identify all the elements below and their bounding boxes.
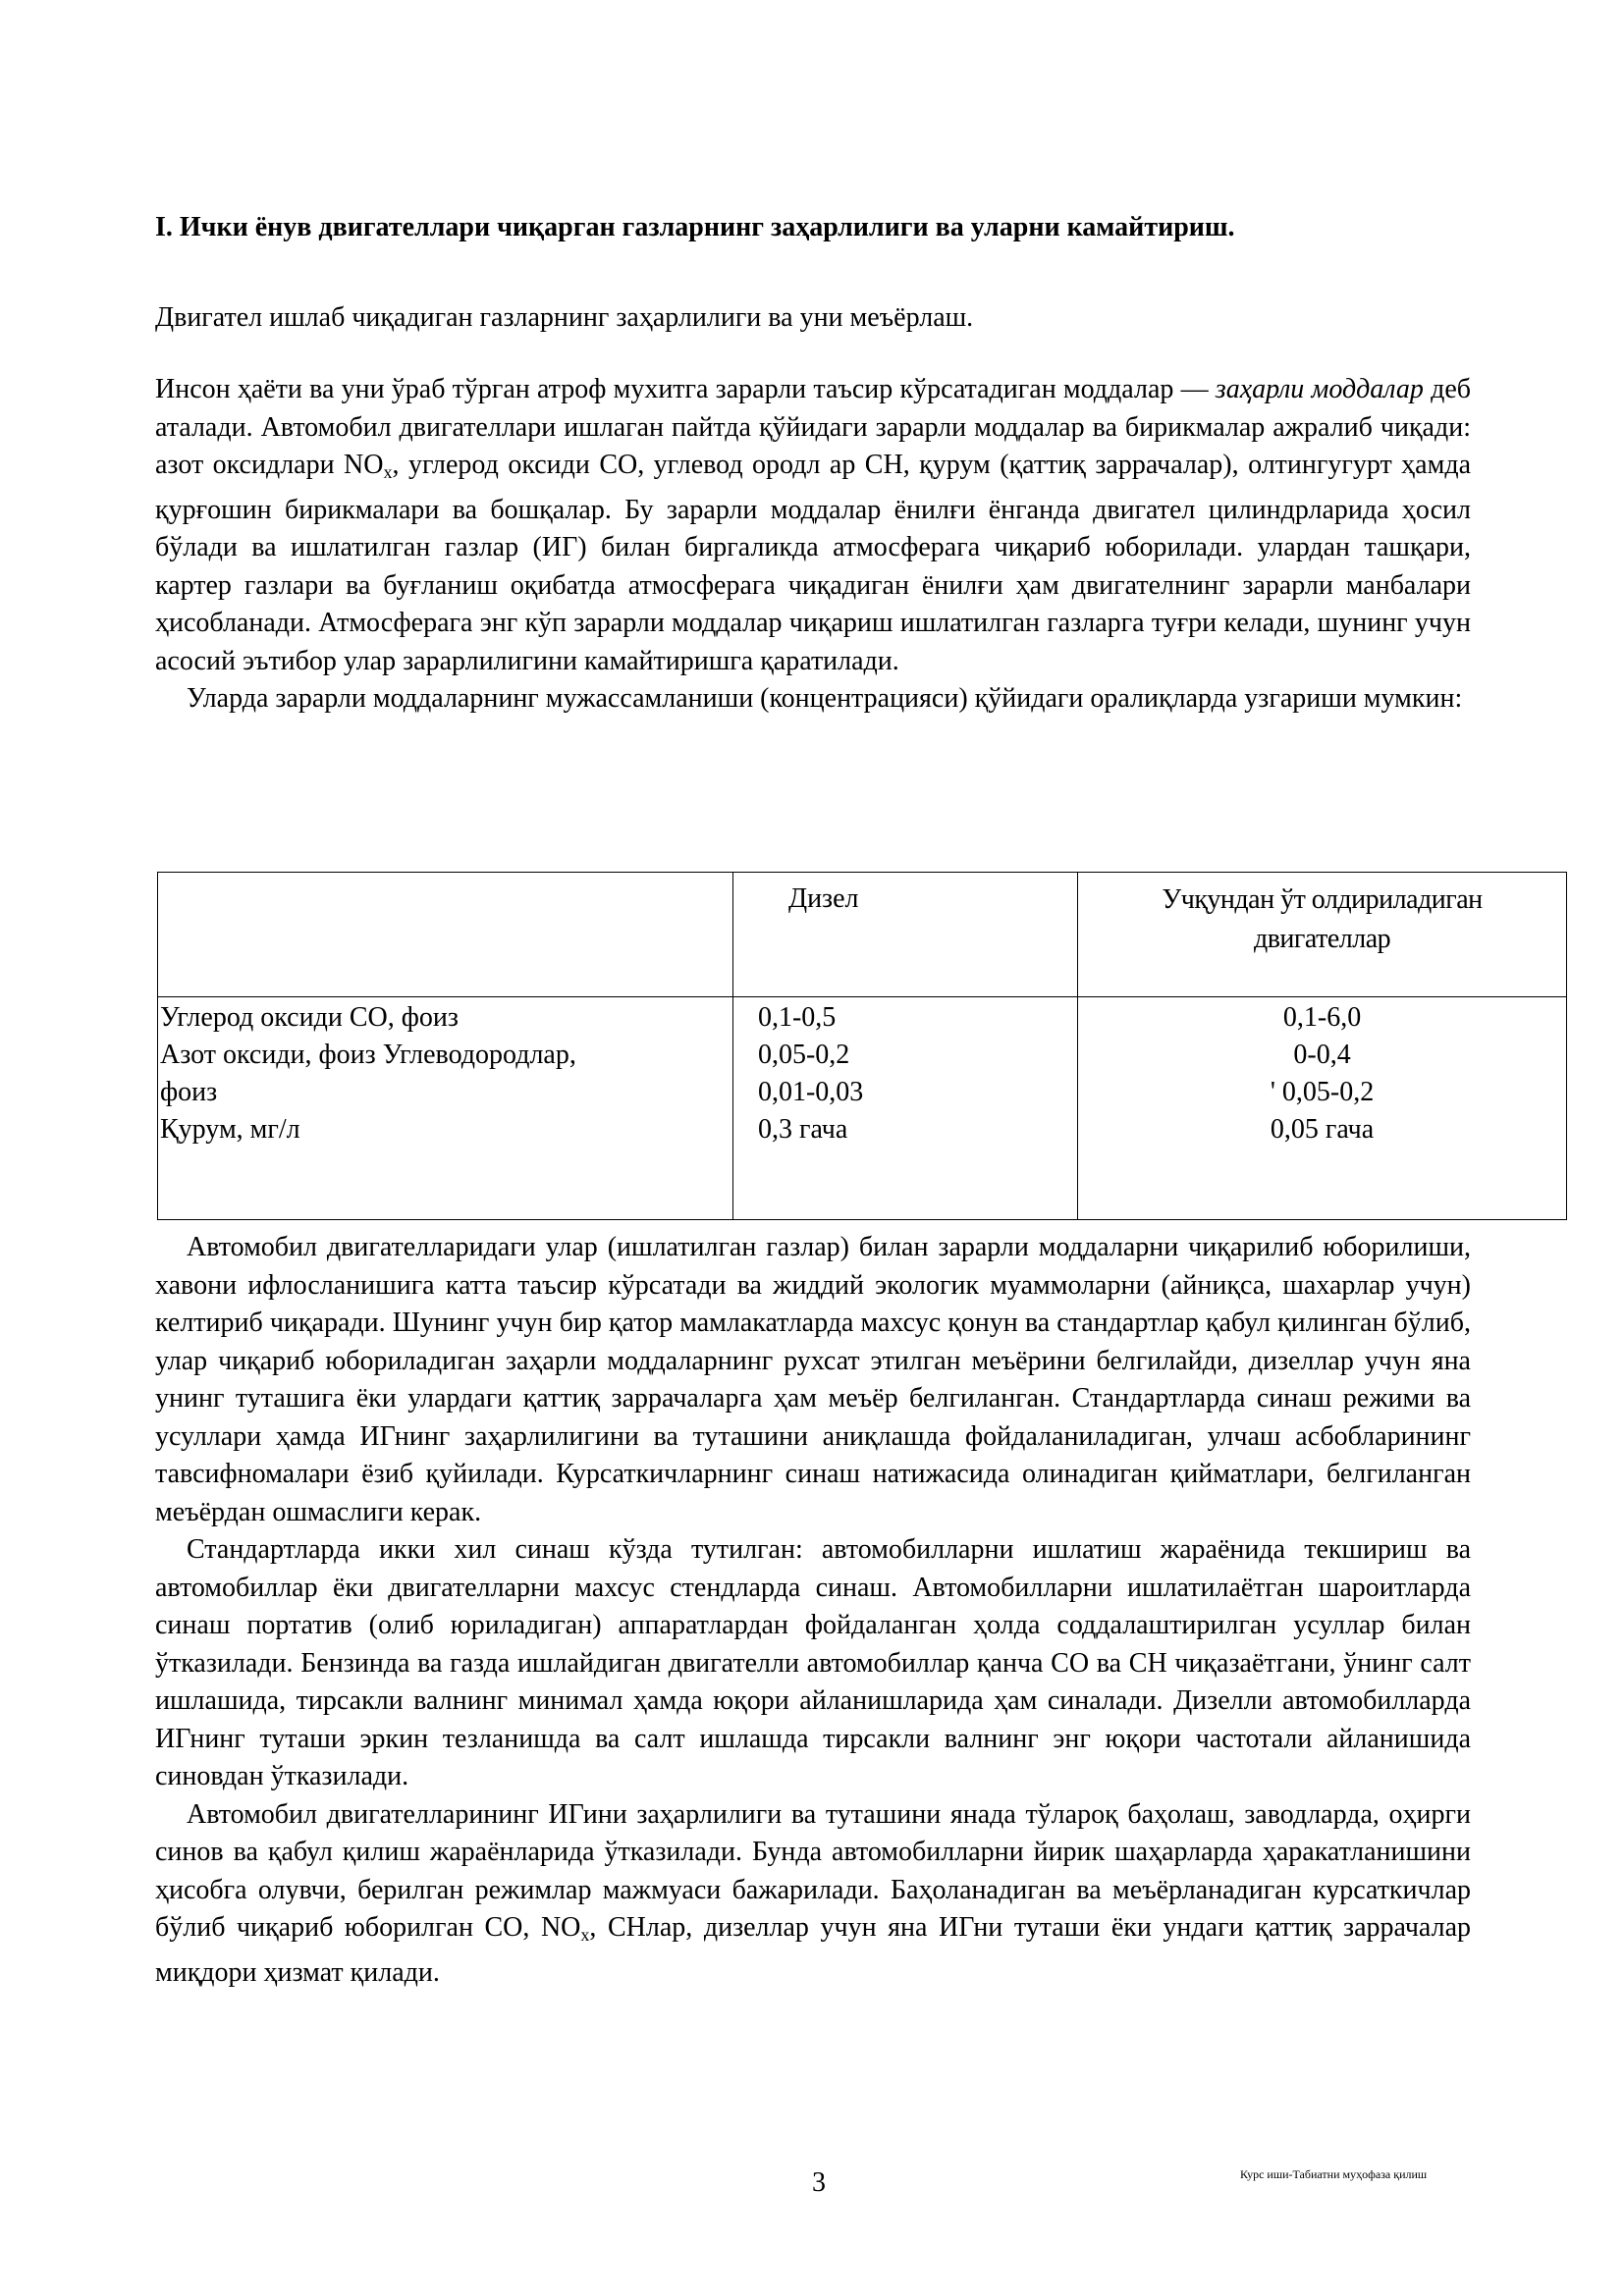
- paragraph-standards-intro: Автомобил двигателларидаги улар (ишлатилган газлар) билан зарарли моддаларни чиқарилиб юборилиши, хавони ифлосланишига катта таъсир кўрсатади ва жиддий экологик муаммоларни (айниқса, шахарлар учун) келтириб чиқаради. Шунинг учун бир қатор мамлакатларда махсус қонун ва стандартлар қабул қилинган бўлиб, улар чиқариб юбориладиган заҳарли моддаларнинг рухсат этилган меъёрини белгилайди, дизеллар учун яна унинг туташига ёки улардаги қаттиқ заррачаларга ҳам меъёр белгиланган. Стандартларда синаш режими ва усуллари ҳамда ИГнинг заҳарлилигини ва туташини аниқлашда фойдаланиладиган, улчаш асбобларининг тавсифномалари ёзиб қуйилади. Курсаткичларнинг синаш натижасида олинадиган қийматлари, белгиланган меъёрдан ошмаслиги керак.: [155, 1232, 1471, 1527]
- table-header-empty: [158, 873, 733, 997]
- paragraph-intro-part-b: деб аталади. Автомобил двигателлари ишлаган пайтда қўйидаги зарарли моддалар ва бирикмалар ажралиб чиқади: азот оксидлари NO: [155, 374, 1472, 480]
- concentration-table: [157, 872, 1567, 1220]
- spark-value-nox: 0-0,4: [1293, 1040, 1351, 1070]
- term-toxic-substances: заҳарли моддалар: [1215, 374, 1424, 404]
- subscript-x: x: [383, 462, 393, 482]
- paragraph-evaluation-part-b: , СНлар, дизеллар учун яна ИГни туташи ёки ундаги қаттиқ заррачалар миқдори ҳизмат қилади.: [155, 1912, 1472, 1988]
- table-cell-substances: [158, 997, 733, 1220]
- table-row: [158, 997, 1567, 1220]
- paragraph-test-types: Стандартларда икки хил синаш кўзда тутилган: автомобилларни ишлатиш жараёнида текшириш ва автомобиллар ёки двигателларни махсус стендларда синаш. Автомобилларни ишлатилаётган шароитларда синаш портатив (олиб юриладиган) аппаратлардан фойдаланган ҳолда соддалаштирилган усуллар билан ўтказилади. Бензинда ва газда ишлайдиган двигателли автомобиллар қанча СО ва СН чиқазаётгани, ўнинг салт ишлашида, тирсакли валнинг минимал ҳамда юқори айланишларида ҳам синалади. Дизелли автомобилларда ИГнинг туташи эркин тезланишда ва салт ишлашда тирсакли валнинг энг юқори частотали айланишида синовдан ўтказилади.: [155, 1534, 1471, 1791]
- spark-value-soot: 0,05 гача: [1270, 1114, 1375, 1145]
- substance-percent: фоиз: [160, 1077, 218, 1107]
- diesel-value-hc: 0,01-0,03: [757, 1077, 864, 1107]
- diesel-value-nox: 0,05-0,2: [757, 1040, 850, 1070]
- table-header-spark-ignition: [1078, 873, 1567, 997]
- diesel-value-soot: 0,3 гача: [757, 1114, 848, 1145]
- substance-co: Углерод оксиди СО, фоиз: [160, 1002, 459, 1033]
- section-heading: I. Ички ёнув двигателлари чиқарган газларнинг заҳарлилиги ва уларни камайтириш.: [155, 212, 1235, 242]
- paragraph-intro: [155, 371, 1471, 680]
- table-cell-spark: [1078, 997, 1567, 1220]
- substance-soot: Қурум, мг/л: [160, 1114, 300, 1145]
- paragraph-evaluation-part-a: Автомобил двигателларининг ИГини заҳарлилиги ва туташини янада тўлароқ баҳолаш, заводларда, оҳирги синов ва қабул қилиш жараёнларида ўтказилади. Бунда автомобилларни йирик шаҳарларда ҳаракатланишини ҳисобга олувчи, берилган режимлар мажмуаси бажарилади. Баҳоланадиган ва меъёрланадиган курсаткичлар бўлиб чиқариб юборилган СО, NO: [155, 1798, 1471, 1943]
- paragraph-concentration: Уларда зарарли моддаларнинг мужассамланиши (концентрацияси) қўйидаги оралиқларда узгариши мумкин:: [187, 683, 1463, 714]
- top-content: [155, 208, 1471, 719]
- diesel-value-co: 0,1-0,5: [757, 1002, 837, 1033]
- spark-value-hc: ' 0,05-0,2: [1270, 1077, 1375, 1107]
- table-header-diesel: Дизел: [732, 873, 1077, 997]
- bottom-content: [155, 1229, 1471, 1992]
- paragraph-evaluation: [155, 1796, 1471, 1993]
- table-header-spark-line2: двигателлар: [1253, 924, 1391, 954]
- substance-nox-hc: Азот оксиди, фоиз Углеводородлар,: [160, 1040, 576, 1070]
- paragraph-intro-part-a: Инсон ҳаёти ва уни ўраб тўрган атроф мухитга зарарли таъсир кўрсатадиган моддалар —: [155, 374, 1216, 404]
- paragraph-intro-part-c: , углерод оксиди СО, углевод ородл ар СН, қурум (қаттиқ заррачалар), олтингугурт ҳамда қурғошин бирикмалари ва бошқалар. Бу зарарли моддалар ёнилғи ёнганда двигател цилиндрларида ҳосил бўлади ва ишлатилган газлар (ИГ) билан биргаликда атмосферага чиқариб юборилади. улардан ташқари, картер газлари ва буғланиш оқибатда атмосферага чиқадиган ёнилғи ҳам двигателнинг зарарли манбалари ҳисобланади. Атмосферага энг кўп зарарли моддалар чиқариш ишлатилган газларга туғри келади, шунинг учун асосий эътибор улар зарарлилигини камайтиришга қаратилади.: [155, 450, 1471, 676]
- footer-note: Курс иши-Табиатни муҳофаза қилиш: [1240, 2167, 1428, 2181]
- table-header-row: [158, 873, 1567, 997]
- table-cell-diesel: [732, 997, 1077, 1220]
- section-subtitle: Двигател ишлаб чиқадиган газларнинг заҳарлилиги ва уни меъёрлаш.: [155, 302, 974, 333]
- page-number: 3: [812, 2167, 826, 2198]
- table-header-spark-line1: Учқундан ўт олдириладиган: [1162, 884, 1483, 915]
- subscript-x-2: x: [580, 1925, 590, 1945]
- spark-value-co: 0,1-6,0: [1282, 1002, 1362, 1033]
